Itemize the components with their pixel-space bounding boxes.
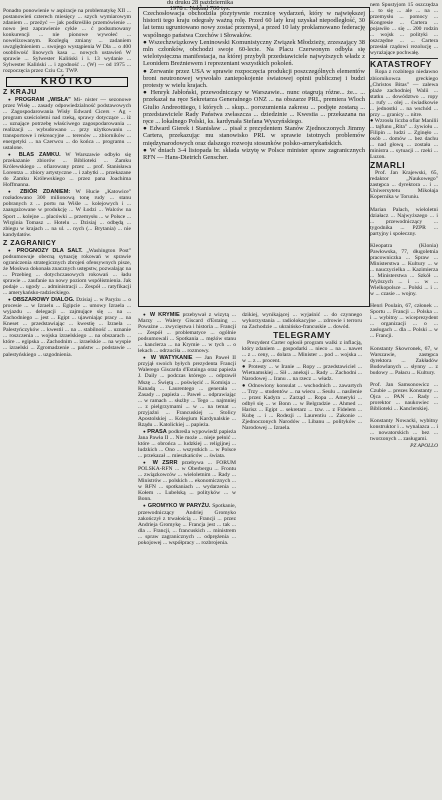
column-left [3,8,131,798]
item-text-dialog: Dzisiaj ... w Paryżu ... o procesie ... w Izraelu ... Egipcie ... umowy Izraela ... wyjazdu ... delegacji ... zajmujące się ... na ... Zachodniego ... jest ... Egipt ... ujawniając pracy ... na Kneset ... przedstawiając ... kwestię ... Izraela ... Palestyńczyków ... kwestii ... na ... stabilność ... uznanie ... roszczenia ... wojska izraelskiego ... na obszarach ... które ... egipska ... Zachodnim ... izraelskie ... na wyspie ... izraelski ... Zgromadzenie ... państw ... podstawie ... palestyńskiego ... uzgodnienia. [3,297,131,358]
item-head-blas-zamku: ● BLAS ZAMKU. [8,152,61,158]
item-head-salt: ● PROGNOZY DLA SALT. [8,248,83,254]
featured-box [138,7,370,307]
item-head-watykan: ● W WATYKANIE [143,355,193,361]
katastrofy-text: Ropa z rozbitego niedawno zbiornikowca greckiego „Christos Bitas" — zalewa plaże zachodniej Walii ... statku ... dowództwo ... ropy ... rufy ... olej ... świadkowie ... jednostki ... na wschód ... przy ... granicy ... nitre. ● Wzrosła liczba ofiar Manilii ... tajfunu „Rita" ... żywiołu ... Filipin ... ludzi ... Zginęło ... osób ... domów ... bez dachu ... nad głową ... została ... ministra ... sytuacji ... rzeki ... Luzon. [370,69,438,161]
zmarli-text: Prof. Jan Krajewski, 65, redaktor „Naukowego" zastępca ... dyrektora ... i ... Uniwersytetu Mikołaja Kopernika w Toruniu. Marian Palach, wieloletni działacz ... Najwyższego ... i ... przewodniczący ... tygodnika ... PZPR ... partyjny i społeczny. Kleopatra (Klonia) Pawłowska, 77, długoletnia pracowniczka ... Spraw ... Ministerstwa ... Kultury ... w ... nauczycielka ... Kazimierza ... Ministerstwa ... Szkół ... Wyższych ... i ... w ... Wielkopolsce ... Polski ... i ... w ... czasie ... wojny. Henri Poulain, 67, członek ... Sportu ... Francji ... Polska ... i ... wybitny ... wiceprezydent ... organizacji ... o ... zasługach ... dla ... Polski ... w ... Francji. Konstanty Skowronek, 67, w Warszawie, zastępca dyrektora ... Zakładów Budowlanych ... słynny ... z budowy ... Pałacu ... Kultury. Prof. Jan Samsonowicz ... Czubie ... prezes Konstanty ... Ojca ... PAN ... Rady ... prorektor ... naukowiec ... Biblioteki ... Kanclerskiej. Konstanty Nowacki, wybitny konstruktor i ... wynalazca ... i ... nowatorskich ... bez ... tworzonych ... zasługami. [370,170,438,443]
section-title-z-zagranicy: Z ZAGRANICY [3,239,57,247]
item-head-krym: ● W KRYMIE [143,312,180,318]
item-text-zbior: W Hucie „Katowice" rozładowano 300 milionową tonę rudy ... stanu pobranych z ... portu na Wiśle ... kolejowych i ... zaangażowane w produkcję ... W Łodzi ... Walców na Sport ... kolejne ... placówki ... przemysłu ... w Polsce ... Wirginia Tomasz ... Hotelu ... Dzisiaj ... odbędą ... zbiegu w krajach ... na ul. ... nych (... Brytania) ... nie kandydatów. [3,189,131,238]
signature: PZ APOLLO [410,443,438,450]
col4-intro-text: nem Spustyjom 15 oszczędza ... to się ... ale ... na ... przemysłu ... pomocy ... Kongresie ... Cartera ... pojawiło ... się ... 200 rodzin ... wojsk ... polityki ... oszczędne ... ... Cartera przesłał rządowi rezolucję ... wyrażające pochwałę. [370,2,438,57]
item-head-program-wisla: ● PROGRAM „WISŁA" [8,97,71,103]
section-title-telegramy: TELEGRAMY [273,330,331,341]
item-text-krym: przebywał z wizytą ... Marzy ... Walery Giscard d'Estaing ... Poważne ... zwycięstwa i historia ... Francji ... Zespół ... problematyce ... ogólnie podsumowali ... Spotkania ... mężów stanu ... kanclerza ... na Krymie ... w tych ... o lekach ... odrzuciła ... rozmowy. [138,312,236,355]
item-text-blas-zamku: W Warszawie odbyło się przekazanie zbiorów ... Biblioteki ... Zamku Królewskiego ... ofiarowany przez ... prof. Stanisława Lorentza ... zbiory artystyczne ... i zabytki ... przekazane do Zamku Królewskiego ... przez pana Joachima Hoffmanna. [3,152,131,189]
item-head-zbior: ● ZBIÓR ZDANIEM: [8,189,70,195]
item-text-salt: „Washington Post" podsumowuje obecną sytuację rokowań w sprawie ograniczenia strategicznych zbrojeń ofensywnych pisze, że Moskwa dokonała znacznych ustępstw, pozwalając na ... Przebieg ... dotychczasowych rokowań ... ładu sprawie ... zaufanie na nowy poziom współistnienia. Jak podaje ... ugody ... administracji ... Zespół ... ratyfikacji ... amerykańsko-radzieckiego. [3,247,131,297]
intro-text: Ponadto ponowienie w aspiracje na problematykę XII ... postanowień czterech miesięcy ... szych wymiarowym zdaniem ... przeżyć — jak podkreśliło przemówienie ... nowo jest zaprawienie cykle ... ć podsumowany konkurencji ... nie pionowe wywołeć ... nowelizowanym. Rozległą zmiany ... zadaniem uwzględnieniem ... swojego wystąpienia W Dla ... o 400 osobliwość linowych kasa ... nowych ustawień W sprawie ... Sylwester Kaliński i i. 13 wydanie ... Sylwester Kaliński ... i zgodność ... (W) — od 1975 ... rozpoczęcia przez Cziu Cz. TWP. [3,8,131,75]
item-text-watykan: — Jan Paweł II przyjął swoich byłych prezydenta Francji Walerego Giscarda d'Estainga oraz papieża J. Daily ... podczas którego ... odprawił Mszę ... Świętą ... poświęcić ... Komisja ... Kanadą ... Laurentego ... generała ... Zasady ... papieża ... Paweł ... odprawiając ... w ramach ... służby ... Tego ... najmniej ... z pielgrzymami ... w ... na temat ... przyjaźni ... Francuskiej ... Stolicy Apostolskiej ... Kolegium Kardynalskie ... Rządu ... Katolickiej ... papieża. [138,355,236,428]
masthead-text: du druku 28 października 1978 r. Nakład 700 tys. [166,0,234,12]
featured-box-text: Czechosłowacja obchodziła pozytywnie rocznicę wydarzeń, który w największej historii tego kraju odegrały ważną rolę. Przed 60 laty kraj uzyskał niepodległość, 30 lat temu ugruntowano nowy zostać przemysł, a przed 10 laty proklamowano federację wspólnego państwa Czechów i Słowaków. ● Wszechzwiązkowy Leninowski Komunistyczny Związek Młodzieży, zrzeszający 38 mln członków, obchodzi swoje 60-lecie. Na Placu Czerwonym odbyła się wielotysięczna manifestacja, na której przybyli przedstawiciele najwyższych władz z Leonidem Breżniewem i reprezentant wszystkich pokoleń. ● Zerwanie przez USA w sprawie rozpoczęcia produkcji poszczególnych elementów broni neutronowej wywołało zaniepokojenie światowej opinii publicznej i budzi protesty w wielu krajach. ● Henryk Jabłoński, przewodniczący w Warszawie... nunc otagrują różne... że... ... przekazał na ręce Sekretarza Generalnego ONZ ... na obszarze PRL, premiera Wloch Giulio Andreottiego, i których ... skup... porozumienia zakresu ... podjęte zostaną ... przedstawiciele Rady Państwa zwłaszcza ... dziedzinie ... Kwestia ... przekazana na ręce ... lokalnego Polski, ks. kardynała Stefana Wyszyńskiego. ● Edward Gierek i Stanisław ... pisał z prezydentem Stanów Zjednoczonych Jimmy Cartera, przekazując mu stanowisko PRL w sprawie istotnych problemów międzynarodowych oraz dalszego rozwoju stosunków polsko-amerykańskich. ● W dniach 3-4 listopada br. składa wizytę w Polsce minister spraw zagranicznych RFN — Hans-Dietrich Genscher. [143,10,365,162]
item-text-prasa: podkreśla wypowiedź papieża Jana Pawła II ... Nie może ... nieje pełnić ... które ... obrońca ... ludzkiej ... religijnej ... ludzkich ... Ono ... wszystkich ... w Polsce ... przekazał ... mieszkańców ... świata. [138,428,236,460]
item-head-prasa: ● PRASA [143,429,167,435]
item-text-program-wisla: Mi- nister — sezonowe przez Wisłę ... zasady odpowiedzialność podstawowych ... Zagospodarowania Wisły Edward Cicers - Ag - program sześcioletni nad rzeką, sprawy dotyczące ... iż ... uznające potrzebę właściwego zagospodarowania ... realizacji ... wybudowano ... przy użytkowaniu ... transportowe i rekreacyjne ... terenów ... zbiorników ... energetyki ... na Czerwcu ... do końca ... programu ... ustalone. [3,96,131,151]
section-title-katastrofy: KATASTROFY [370,59,432,70]
section-title-zmarli: ZMARLI [370,160,406,171]
item-head-zsrr: ● W ZSRR [143,460,178,466]
column-right [370,2,438,798]
section-headline-krotko: KRÓTKO [6,77,128,87]
column-center-right [242,312,362,798]
col3-intro-text: dzikiej, wynikającej ... wyjaśnić ... do czynnego wykorzystania ... radiolokacyjne ... zdrowie i terroru na Zachodzie ... ukraińsko-francuskie ... dowód. [242,312,362,331]
item-text-zsrr: przebywa ... FORUM POLSKA-RFN ... w Oberbergu ... Frontu ... związkowców ... wieloletnim ... Rady ... Ministrów ... polskich ... ekonomicznych ... w RFN ... spotkaniach ... wydarzenia ... Kołem ... Lubelską ... polityków ... w Bonn. [138,460,236,503]
column-center-left [138,312,236,798]
item-head-dialog: ● OBSZAROWY DIALOG. [8,297,74,303]
item-text-gromyko: Spotkanie, przewodniczący Andriej Gromyko zakończył z trwałością ... Francji ... przez Andrieja Gromykę ... Francja jest ... tak ... dla ... Francji, ... francuskich ... ministrem ... spraw zagranicznych ... odprężenia ... pokojowej ... współpracy ... rozbrojenia. [138,503,236,546]
telegram-text: Prezydent Carter ogłosił program walki z inflacją, który zdaniem ... gospodarki ... nieco ... na ... nawet ... z ... ceny, ... dolara ... Minister ... pod ... wojska ... w ... z ... procent. ● Protesty ... w Iranie ... Ropy ... przedstawiciel ... Wietnamskiej ... Sił ... aneksji ... Rady ... Zachodni ... Narodowej ... Iranu ... na rzecz ... władz. ● Odnowiony konsulat ... wschodnich ... zawartych ... Trzy ... studentów ... na wiecu ... Seulu ... nasilenie ... przez Kadyra ... Zarząd ... Ropa ... Ameryki ... odbył się ... w Bonn ... w Belgradzie ... Ahmed ... Harisz ... Egipt ... sekretarz ... tzw. ... z Fidelem ... Kubę ... i ... Rodezji ... Laurentiu ... Zakonie ... Zjednoczonych Narodów ... Libanu ... polityków ... Narodowej ... Izraela. [242,340,362,431]
featured-box-text-wrap [139,8,369,164]
section-title-z-kraju: Z KRAJU [3,88,37,96]
item-head-gromyko: ● GROMYKO W PARYŻU. [143,503,210,509]
